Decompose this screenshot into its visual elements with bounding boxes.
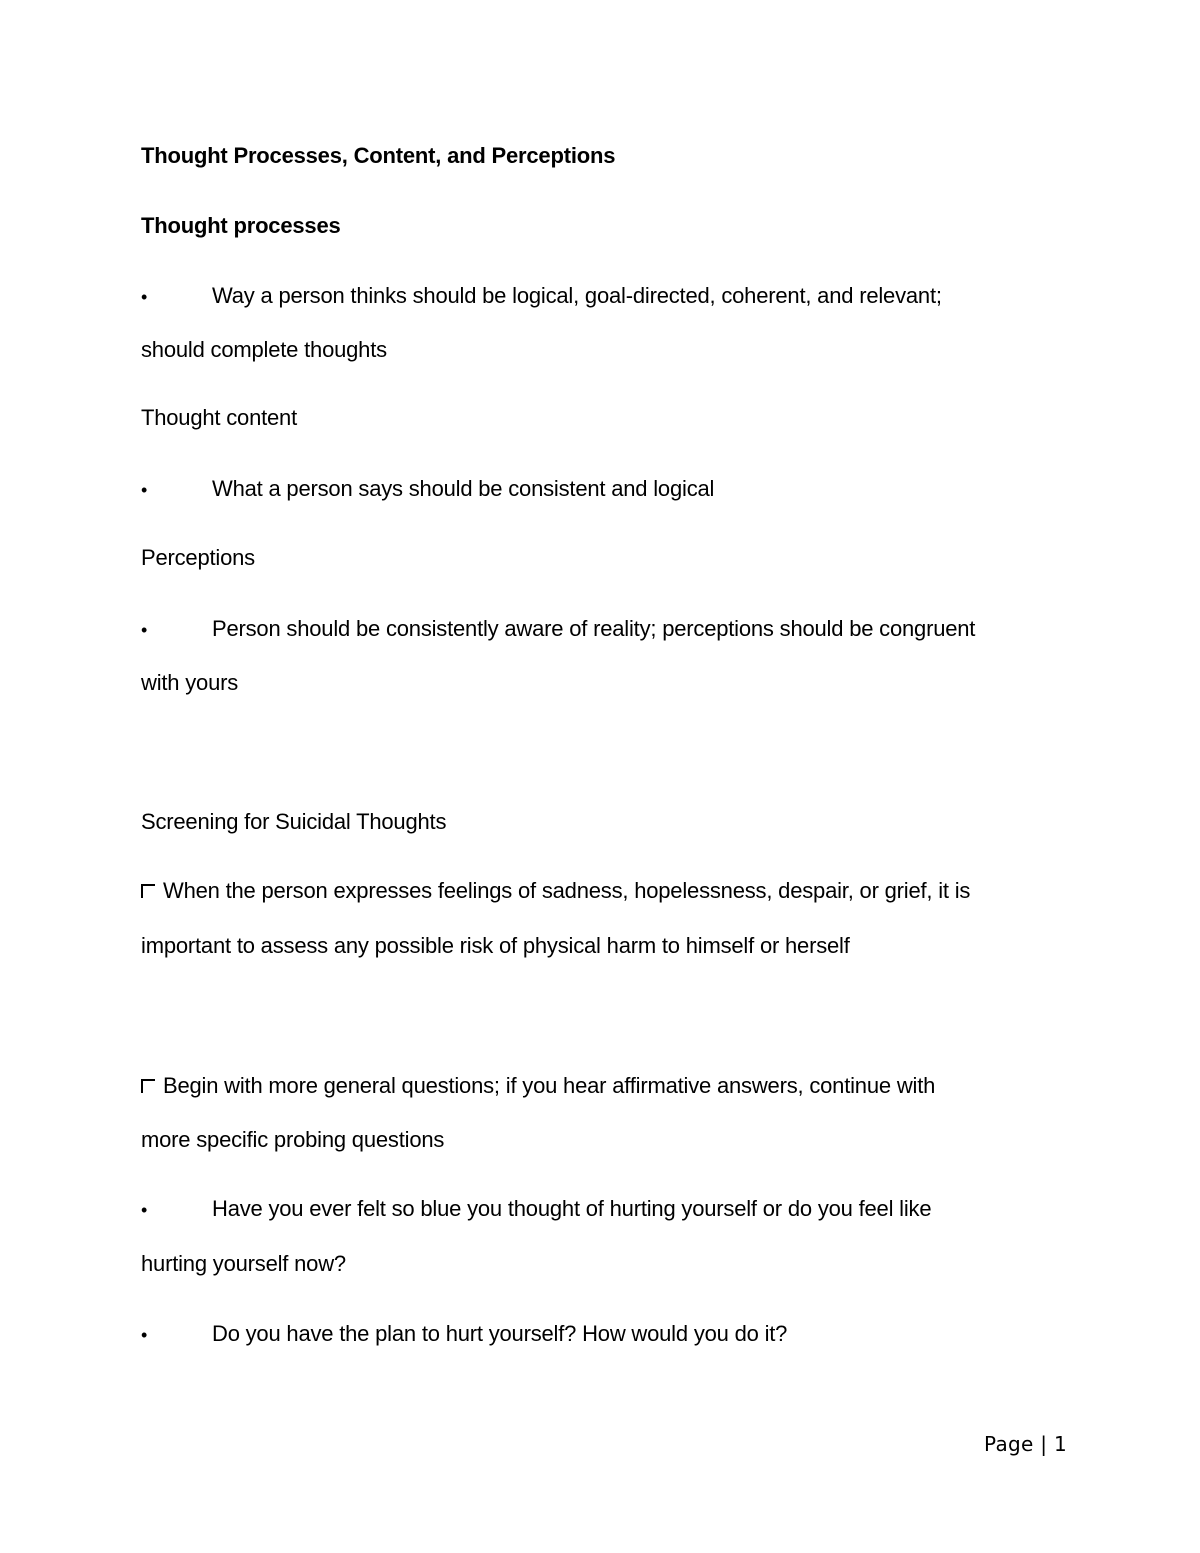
bullet-icon: • <box>141 1325 148 1345</box>
heading-perceptions: Perceptions <box>141 545 255 570</box>
heading-thought-processes: Thought processes <box>141 213 341 238</box>
list-item-text-continued: with yours <box>141 670 239 695</box>
list-item-text-continued: should complete thoughts <box>141 337 387 362</box>
list-item <box>141 1195 931 1224</box>
heading-screening: Screening for Suicidal Thoughts <box>141 809 447 834</box>
page-title: Thought Processes, Content, and Perceptions <box>141 143 616 168</box>
list-item <box>141 877 970 905</box>
list-item-text-continued: hurting yourself now? <box>141 1251 346 1276</box>
list-item-text: When the person expresses feelings of sadness, hopelessness, despair, or grief, it is <box>163 878 971 903</box>
corner-bullet-icon <box>141 884 155 898</box>
page-number: Page | 1 <box>984 1432 1067 1456</box>
corner-bullet-icon <box>141 1079 155 1093</box>
list-item <box>141 1072 935 1100</box>
list-item <box>141 1320 787 1349</box>
bullet-icon: • <box>141 287 148 307</box>
list-item-text-continued: more specific probing questions <box>141 1127 445 1152</box>
heading-thought-content: Thought content <box>141 405 298 430</box>
list-item-text: Begin with more general questions; if you hear affirmative answers, continue with <box>163 1073 936 1098</box>
list-item-text-continued: important to assess any possible risk of physical harm to himself or herself <box>141 933 850 958</box>
bullet-icon: • <box>141 1200 148 1220</box>
list-item-text: Do you have the plan to hurt yourself? How would you do it? <box>212 1321 788 1346</box>
list-item-text: Person should be consistently aware of reality; perceptions should be congruent <box>212 616 976 641</box>
list-item <box>141 475 714 504</box>
list-item <box>141 615 975 644</box>
bullet-icon: • <box>141 480 148 500</box>
bullet-icon: • <box>141 620 148 640</box>
list-item-text: Have you ever felt so blue you thought of hurting yourself or do you feel like <box>212 1196 932 1221</box>
list-item-text: What a person says should be consistent and logical <box>212 476 715 501</box>
list-item-text: Way a person thinks should be logical, goal-directed, coherent, and relevant; <box>212 283 942 308</box>
list-item <box>141 282 942 311</box>
